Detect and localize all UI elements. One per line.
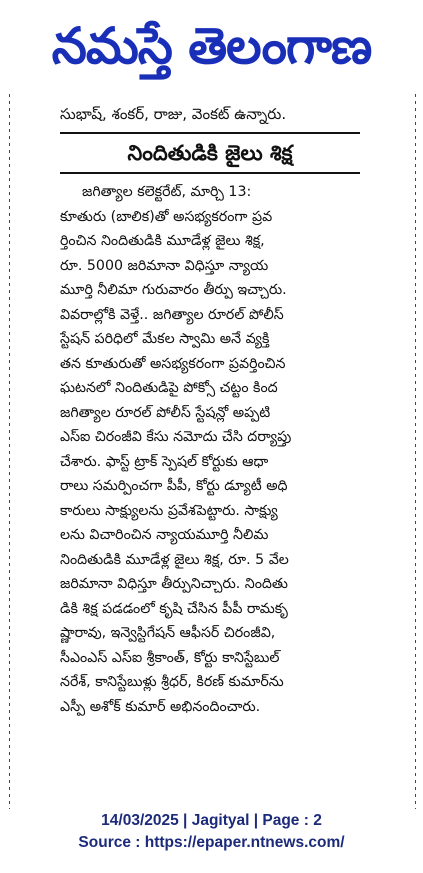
left-column-rule: [9, 94, 10, 809]
article-line: ష్ణారావు, ఇన్వెస్టిగేషన్ ఆఫీసర్ చిరంజీవి,: [60, 625, 276, 641]
footer-source[interactable]: Source : https://epaper.ntnews.com/: [78, 834, 345, 851]
masthead: [0, 0, 423, 92]
article-line: చేశారు. ఫాస్ట్ ట్రాక్ స్పెషల్ కోర్టుకు ఆధా: [60, 453, 269, 470]
article-line: తన కూతురుతో అసభ్యకరంగా ప్రవర్తించిన: [60, 355, 286, 372]
article-headline: నిందితుడికి జైలు శిక్ష: [127, 141, 293, 165]
article-line: ఎస్ఐ చిరంజీవి కేసు నమోదు చేసి దర్యాప్తు: [60, 429, 292, 445]
previous-article-tail: సుభాష్, శంకర్, రాజు, వెంకట్ ఉన్నారు.: [60, 105, 287, 123]
newspaper-logo-text: నమస్తే తెలంగాణ: [51, 17, 372, 75]
headline-top-rule: [60, 132, 360, 134]
article-line: కూతురు (బాలిక)తో అసభ్యకరంగా ప్రవ: [60, 208, 273, 225]
right-column-rule: [415, 94, 416, 809]
footer-date-edition: 14/03/2025 | Jagityal | Page : 2: [101, 812, 322, 829]
article-line: వివరాల్లోకి వెళ్తే.. జగిత్యాల రూరల్ పోలీస్: [60, 306, 284, 323]
article-line: జగిత్యాల రూరల్ పోలీస్ స్టేషన్లో అప్పటి: [60, 404, 271, 421]
article-line: నిందితుడికి మూడేళ్ల జైలు శిక్ష, రూ. 5 వేల: [60, 551, 289, 568]
article-line: నరేశ్, కానిస్టేబుళ్లు శ్రీధర్, కిరణ్ కుమార్‌ను: [60, 674, 284, 690]
article-line: ఎస్పీ అశోక్ కుమార్ అభినందించారు.: [60, 698, 261, 715]
headline-bottom-rule: [60, 172, 360, 174]
article-line: రాలు సమర్పించగా పీపీ, కోర్టు డ్యూటీ అధి: [60, 478, 288, 494]
article-line: స్టేషన్ పరిధిలో మేకల స్వామి అనే వ్యక్తి: [60, 331, 270, 347]
article-line: కారులు సాక్ష్యులను ప్రవేశపెట్టారు. సాక్ష్యు: [60, 502, 278, 519]
article-line: సీఎంఎస్ ఎస్ఐ శ్రీకాంత్, కోర్టు కానిస్టేబుల్: [60, 649, 280, 666]
article-line: ఘటనలో నిందితుడిపై పోక్సో చట్టం కింద: [60, 380, 278, 396]
page-footer: [0, 810, 423, 854]
article-line: రూ. 5000 జరిమానా విధిస్తూ న్యాయ: [60, 257, 269, 274]
article-line: లను విచారించిన న్యాయమూర్తి నీలిమ: [60, 527, 269, 543]
article-body: [60, 180, 360, 719]
article-line: జరిమానా విధిస్తూ తీర్పునిచ్చారు. నిందితు: [60, 576, 288, 592]
article-line: డికి శిక్ష పడడంలో కృషి చేసిన పీపీ రామకృ: [60, 600, 288, 617]
article-line: జగిత్యాల కలెక్టరేట్, మార్చి 13:: [82, 184, 252, 200]
article-line: మూర్తి నీలిమా గురువారం తీర్పు ఇచ్చారు.: [60, 282, 287, 298]
article-line: ర్తించిన నిందితుడికి మూడేళ్ల జైలు శిక్ష,: [60, 233, 265, 249]
